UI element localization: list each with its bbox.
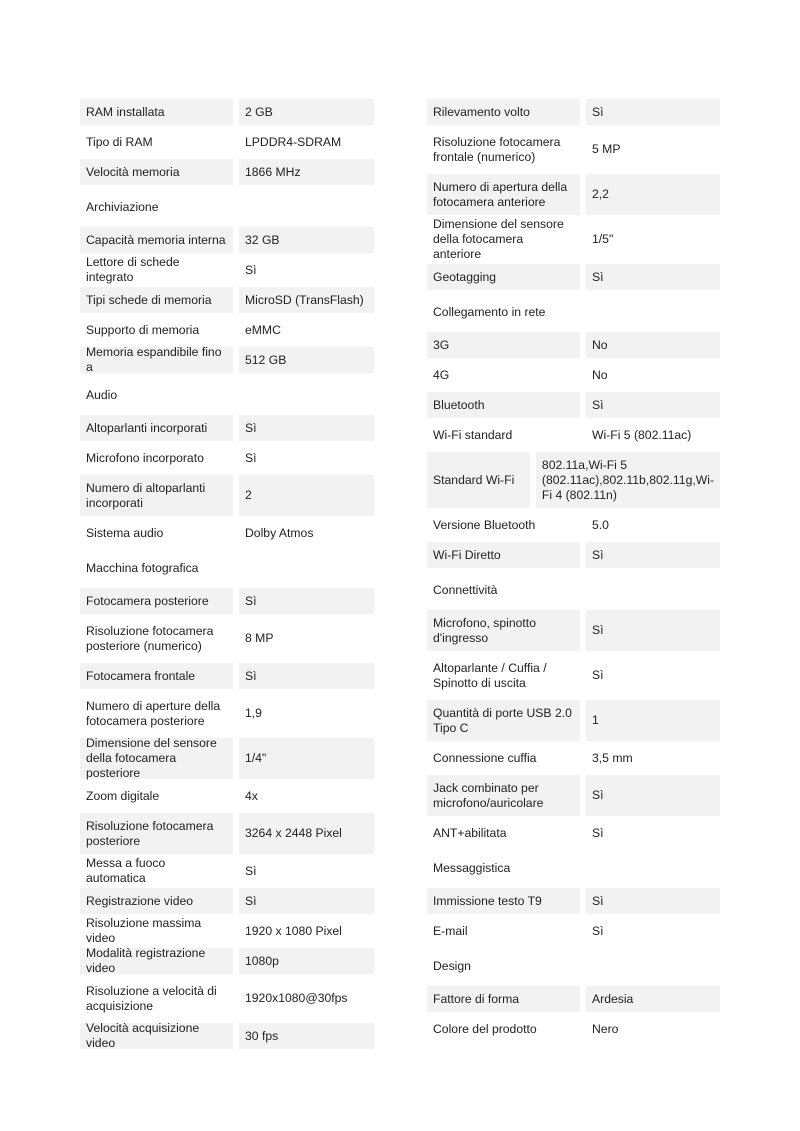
spec-value: Nero — [592, 1021, 619, 1036]
spec-label: Numero di apertura della fotocamera anteriore — [427, 174, 580, 215]
spec-label: Risoluzione massima video — [86, 916, 202, 945]
spec-label: Jack combinato per microfono/auricolare — [427, 775, 580, 816]
spec-label: Capacità memoria interna — [80, 227, 233, 253]
spec-value: 1920x1080@30fps — [245, 991, 348, 1005]
section-heading-macchina-fotografica — [80, 546, 374, 584]
spec-value: No — [586, 332, 720, 358]
spec-row — [80, 738, 374, 779]
spec-label: Risoluzione fotocamera frontale (numerico) — [433, 134, 561, 164]
spec-label: E-mail — [433, 923, 468, 938]
section-heading-archiviazione — [80, 185, 374, 223]
spec-label: Modalità registrazione video — [80, 948, 233, 974]
spec-value: Sì — [586, 542, 720, 568]
spec-value: Sì — [592, 668, 604, 682]
spec-value: Sì — [586, 888, 720, 914]
spec-row — [80, 888, 374, 914]
spec-value: 30 fps — [239, 1023, 374, 1049]
spec-label: Microfono, spinotto d'ingresso — [427, 610, 580, 651]
section-title: Audio — [86, 388, 118, 402]
spec-value: 802.11a,Wi-Fi 5 (802.11ac),802.11b,802.11g,Wi-Fi 4 (802.11n) — [536, 452, 720, 508]
spec-label: Risoluzione a velocità di acquisizione — [86, 983, 217, 1013]
spec-label: Registrazione video — [80, 888, 233, 914]
spec-label: Messa a fuoco automatica — [86, 856, 166, 885]
spec-label: Fotocamera posteriore — [80, 588, 233, 614]
spec-row — [427, 542, 720, 568]
spec-row — [80, 783, 374, 809]
spec-label: Risoluzione fotocamera posteriore (numerico) — [86, 623, 214, 653]
spec-row — [427, 700, 720, 741]
spec-value: 512 GB — [239, 347, 374, 373]
spec-row — [427, 775, 720, 816]
spec-row — [80, 347, 374, 373]
spec-value: 8 MP — [245, 631, 274, 645]
spec-row — [80, 1023, 374, 1049]
spec-label: Tipo di RAM — [86, 134, 153, 149]
spec-value: Sì — [245, 262, 257, 277]
spec-row — [80, 99, 374, 125]
spec-value: Sì — [586, 775, 720, 816]
spec-label: Dimensione del sensore della fotocamera anteriore — [433, 217, 564, 261]
spec-row — [427, 986, 720, 1012]
spec-row — [80, 257, 374, 283]
section-title: Connettività — [433, 583, 498, 597]
spec-row — [427, 1016, 720, 1042]
spec-label: Numero di aperture della fotocamera posteriore — [86, 698, 221, 728]
spec-label: Immissione testo T9 — [427, 888, 580, 914]
spec-value: Sì — [592, 825, 604, 840]
spec-row — [80, 813, 374, 854]
spec-value: Dolby Atmos — [245, 525, 314, 540]
spec-value: Sì — [245, 863, 257, 878]
spec-column-right — [427, 95, 720, 1042]
spec-label: Altoparlante / Cuffia / Spinotto di uscita — [433, 660, 547, 690]
spec-row — [80, 159, 374, 185]
spec-value: 5 MP — [592, 142, 621, 156]
spec-value: Sì — [239, 588, 374, 614]
spec-label: Risoluzione fotocamera posteriore — [80, 813, 233, 854]
section-title: Design — [433, 959, 471, 973]
spec-value: 2,2 — [586, 174, 720, 215]
spec-value: Wi-Fi 5 (802.11ac) — [592, 427, 692, 442]
spec-label: Quantità di porte USB 2.0 Tipo C — [427, 700, 580, 741]
spec-row — [80, 978, 374, 1019]
spec-row — [80, 918, 374, 944]
spec-value: 4x — [245, 788, 258, 803]
spec-label: Dimensione del sensore della fotocamera posteriore — [80, 738, 233, 779]
spec-row — [427, 332, 720, 358]
spec-label: Wi-Fi Diretto — [427, 542, 580, 568]
spec-value: 32 GB — [239, 227, 374, 253]
section-title: Archiviazione — [86, 200, 159, 214]
spec-value: Sì — [586, 99, 720, 125]
spec-value: MicroSD (TransFlash) — [239, 287, 374, 313]
spec-row — [427, 174, 720, 215]
spec-row — [80, 588, 374, 614]
section-heading-messaggistica — [427, 846, 720, 884]
spec-label: Sistema audio — [86, 525, 164, 540]
spec-row — [427, 264, 720, 290]
spec-value: 1/4" — [239, 738, 374, 779]
spec-label: RAM installata — [80, 99, 233, 125]
section-heading-design — [427, 944, 720, 982]
spec-value: Sì — [239, 663, 374, 689]
spec-label: Altoparlanti incorporati — [80, 415, 233, 441]
spec-row — [80, 663, 374, 689]
spec-row — [80, 415, 374, 441]
spec-value: Sì — [586, 610, 720, 651]
spec-row — [427, 219, 720, 260]
spec-label: 4G — [433, 367, 450, 382]
spec-row — [80, 317, 374, 343]
spec-label: Tipi schede di memoria — [80, 287, 233, 313]
spec-label: Numero di altoparlanti incorporati — [80, 475, 233, 516]
spec-value: Sì — [586, 264, 720, 290]
spec-label: Zoom digitale — [86, 788, 160, 803]
spec-row — [427, 422, 720, 448]
spec-row — [427, 820, 720, 846]
spec-row — [80, 693, 374, 734]
spec-label: Standard Wi-Fi — [427, 452, 530, 508]
spec-value: Sì — [592, 923, 604, 938]
spec-row — [427, 745, 720, 771]
section-title: Macchina fotografica — [86, 561, 199, 575]
spec-row — [427, 512, 720, 538]
spec-row — [80, 475, 374, 516]
spec-value: 1,9 — [245, 706, 262, 720]
spec-value: Sì — [586, 392, 720, 418]
spec-label: Fattore di forma — [427, 986, 580, 1012]
spec-column-left — [80, 95, 374, 1049]
spec-row — [427, 918, 720, 944]
spec-row — [427, 129, 720, 170]
spec-label: ANT+abilitata — [433, 825, 507, 840]
spec-row — [427, 452, 720, 508]
spec-row — [80, 129, 374, 155]
spec-row — [80, 445, 374, 471]
spec-value: 3264 x 2448 Pixel — [239, 813, 374, 854]
spec-row — [80, 858, 374, 884]
spec-value: 1/5" — [592, 232, 614, 246]
spec-label: Microfono incorporato — [86, 450, 204, 465]
spec-value: No — [592, 367, 608, 382]
spec-label: Geotagging — [427, 264, 580, 290]
spec-value: Sì — [239, 888, 374, 914]
spec-row — [427, 362, 720, 388]
spec-value: 1 — [586, 700, 720, 741]
spec-value: 2 GB — [239, 99, 374, 125]
section-heading-connettivita — [427, 568, 720, 606]
spec-label: 3G — [427, 332, 580, 358]
spec-value: Sì — [239, 415, 374, 441]
spec-label: Supporto di memoria — [86, 322, 200, 337]
spec-row — [427, 392, 720, 418]
spec-row — [80, 520, 374, 546]
spec-row — [80, 227, 374, 253]
section-heading-audio — [80, 373, 374, 411]
spec-row — [427, 888, 720, 914]
spec-row — [80, 948, 374, 974]
spec-row — [427, 655, 720, 696]
spec-row — [80, 618, 374, 659]
spec-value: 2 — [239, 475, 374, 516]
spec-label: Velocità memoria — [80, 159, 233, 185]
spec-label: Lettore di schede integrato — [86, 255, 180, 284]
section-title: Messaggistica — [433, 861, 511, 875]
section-heading-collegamento-in-rete — [427, 290, 720, 328]
spec-label: Wi-Fi standard — [433, 427, 513, 442]
spec-label: Velocità acquisizione video — [80, 1023, 233, 1049]
spec-row — [427, 610, 720, 651]
spec-label: Versione Bluetooth — [433, 517, 536, 532]
spec-label: Bluetooth — [427, 392, 580, 418]
spec-value: 5.0 — [592, 517, 609, 532]
spec-label: Rilevamento volto — [427, 99, 580, 125]
spec-value: 3,5 mm — [592, 750, 633, 765]
spec-value: 1920 x 1080 Pixel — [245, 923, 342, 938]
spec-value: Sì — [245, 450, 257, 465]
spec-row — [427, 99, 720, 125]
spec-label: Memoria espandibile fino a — [80, 347, 233, 373]
spec-row — [80, 287, 374, 313]
spec-value: 1080p — [239, 948, 374, 974]
section-title: Collegamento in rete — [433, 305, 546, 319]
spec-label: Connessione cuffia — [433, 750, 537, 765]
spec-value: 1866 MHz — [239, 159, 374, 185]
spec-value: LPDDR4-SDRAM — [245, 134, 342, 149]
spec-label: Fotocamera frontale — [80, 663, 233, 689]
spec-value: Ardesia — [586, 986, 720, 1012]
spec-label: Colore del prodotto — [433, 1021, 537, 1036]
spec-value: eMMC — [245, 322, 281, 337]
